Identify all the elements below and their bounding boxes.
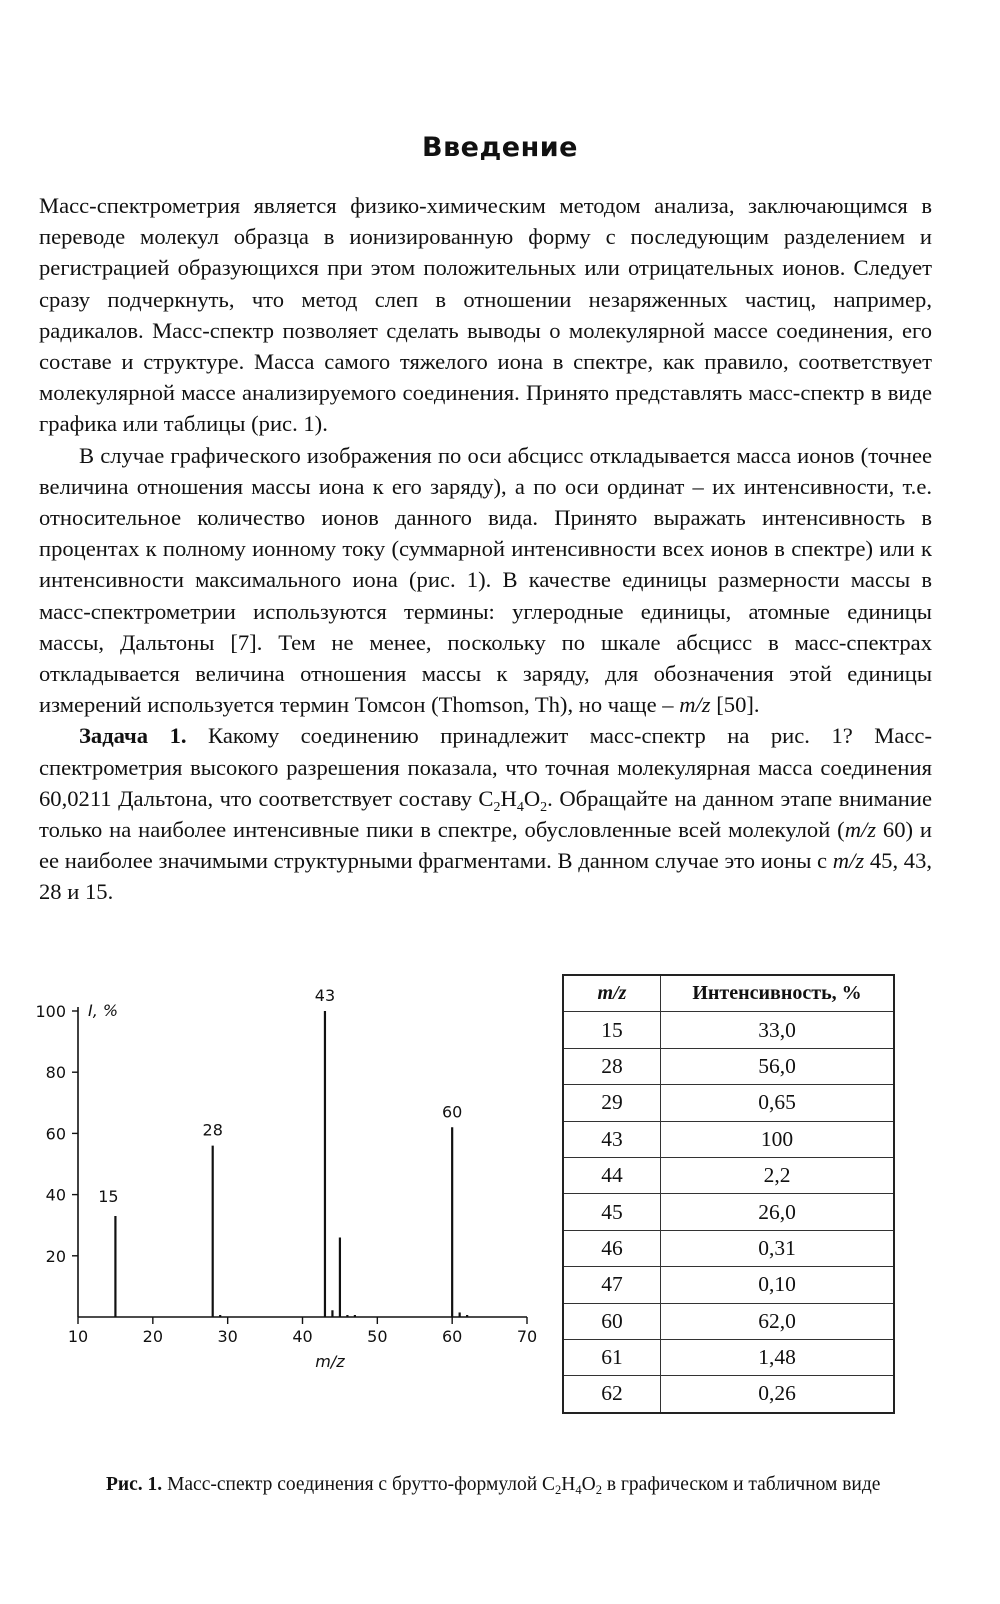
intensity-table	[562, 974, 895, 1414]
col-header-intensity: Интенсивность, %	[661, 975, 895, 1012]
cell-mz: 29	[563, 1085, 661, 1121]
y-axis-label: I, %	[88, 1001, 119, 1020]
figure-caption	[106, 1472, 936, 1497]
cell-intensity: 0,65	[661, 1085, 895, 1121]
peak-label: 15	[98, 1187, 119, 1207]
y-tick-label: 100	[35, 1002, 66, 1021]
x-tick-label: 10	[67, 1327, 89, 1346]
cell-intensity: 33,0	[661, 1012, 895, 1048]
table-row	[563, 1012, 894, 1048]
table-row	[563, 1230, 894, 1266]
x-tick-label: 40	[292, 1327, 313, 1346]
paragraph-3-text-d: 45, 43, 28 и 15.	[39, 848, 933, 905]
formula-o: O	[523, 785, 541, 811]
x-tick-label: 70	[516, 1327, 538, 1346]
formula-sub-3: 2	[540, 799, 548, 815]
x-tick-label: 50	[367, 1327, 388, 1346]
cell-mz: 45	[563, 1194, 661, 1230]
cell-mz: 43	[563, 1121, 661, 1157]
formula-sub-2: 4	[516, 799, 524, 815]
cell-mz: 62	[563, 1376, 661, 1413]
paragraph-3-text-b: . Обращайте на данном этапе внимание только на наиболее интенсивные пики в спектре, обусловленные всей молекулой (	[39, 785, 932, 843]
caption-text-b: в графическом и табличном виде	[601, 1474, 881, 1495]
table-row	[563, 1157, 894, 1193]
table-row	[563, 1303, 894, 1339]
cell-mz: 28	[563, 1048, 661, 1084]
table-row	[563, 1339, 894, 1375]
caption-sub-3: 2	[595, 1483, 602, 1497]
paragraph-3-text-a: Какому соединению принадлежит масс-спектр на рис. 1? Масс-спектрометрия высокого разрешения показала, что точная молекулярная масса соединения 60,0211 Дальтона, что соответствует составу C	[39, 723, 932, 811]
mz-italic: m/z	[844, 817, 877, 843]
paragraph-3	[39, 720, 932, 907]
table-row	[563, 1267, 894, 1303]
table-row	[563, 1085, 894, 1121]
caption-label: Рис. 1.	[106, 1474, 163, 1495]
paragraph-2-text-b: [50].	[710, 692, 760, 718]
x-tick-label: 30	[217, 1327, 238, 1346]
body-text	[39, 190, 932, 908]
formula-h: H	[500, 785, 517, 811]
cell-intensity: 56,0	[661, 1048, 895, 1084]
cell-mz: 46	[563, 1230, 661, 1266]
cell-mz: 47	[563, 1267, 661, 1303]
cell-intensity: 100	[661, 1121, 895, 1157]
caption-h: H	[561, 1474, 576, 1495]
col-header-mz	[563, 975, 661, 1012]
peak-label: 60	[441, 1102, 463, 1122]
paragraph-2	[39, 440, 932, 721]
table-row	[563, 1376, 894, 1413]
paragraph-3-text-c: 60) и ее наиболее значимыми структурными фрагментами. В данном случае это ионы с	[39, 817, 932, 874]
formula-sub-1: 2	[493, 799, 501, 815]
cell-intensity: 0,26	[661, 1376, 895, 1413]
table-row	[563, 1048, 894, 1084]
cell-mz: 61	[563, 1339, 661, 1375]
peak-label: 43	[314, 986, 336, 1005]
y-tick-label: 60	[45, 1124, 66, 1144]
cell-intensity: 2,2	[661, 1157, 895, 1193]
mz-italic: m/z	[679, 692, 711, 718]
cell-mz: 44	[563, 1157, 661, 1193]
cell-intensity: 0,10	[661, 1267, 895, 1303]
x-tick-label: 60	[441, 1327, 463, 1346]
y-tick-label: 40	[45, 1185, 66, 1205]
y-tick-label: 20	[45, 1246, 66, 1266]
cell-mz: 60	[563, 1303, 661, 1339]
mz-italic: m/z	[832, 848, 865, 874]
paragraph-1	[39, 190, 932, 440]
x-axis-label: m/z	[315, 1352, 345, 1371]
caption-sub-2: 4	[575, 1483, 582, 1497]
task-label: Задача 1.	[79, 723, 187, 749]
cell-intensity: 26,0	[661, 1194, 895, 1230]
paragraph-2-text-a: В случае графического изображения по оси абсцисс откладывается масса ионов (точнее величина отношения массы иона к его заряду), а по оси ординат – их интенсивности, т.е. относительное количество ионов данного вида. Принято выражать интенсивность в процентах к полному ионному току (суммарной интенсивности всех ионов в спектре) или к интенсивности максимального иона (рис. 1). В качестве единицы размерности массы в масс-спектрометрии используются термины: углеродные единицы, атомные единицы массы, Дальтоны [7]. Тем не менее, поскольку по шкале абсцисс в масс-спектрах откладывается величина отношения массы к заряду, для обозначения этой единицы измерений используется термин Томсон (Thomson, Th), но чаще –	[39, 442, 932, 718]
y-tick-label: 80	[45, 1063, 66, 1083]
col-header-mz-text: m/z	[597, 982, 627, 1005]
caption-sub-1: 2	[555, 1483, 562, 1497]
cell-mz: 15	[563, 1012, 661, 1048]
cell-intensity: 0,31	[661, 1230, 895, 1266]
mass-spectrum-chart	[30, 975, 560, 1395]
peak-label: 28	[202, 1120, 223, 1140]
caption-o: O	[581, 1474, 596, 1495]
cell-intensity: 1,48	[661, 1339, 895, 1375]
caption-text-a: Масс-спектр соединения с брутто-формулой C	[162, 1474, 556, 1495]
cell-intensity: 62,0	[661, 1303, 895, 1339]
paragraph-1-text: Масс-спектрометрия является физико-химическим методом анализа, заключающимся в переводе молекул образца в ионизированную форму с последующим разделением и регистрацией образующихся при этом положительных или отрицательных ионов. Следует сразу подчеркнуть, что метод слеп в отношении незаряженных частиц, например, радикалов. Масс-спектр позволяет сделать выводы о молекулярной массе соединения, его составе и структуре. Масса самого тяжелого иона в спектре, как правило, соответствует молекулярной массе анализируемого соединения. Принято представлять масс-спектр в виде графика или таблицы (рис. 1).	[39, 193, 932, 437]
table-row	[563, 1121, 894, 1157]
x-tick-label: 20	[142, 1327, 164, 1346]
table-header-row	[563, 975, 894, 1012]
table-row	[563, 1194, 894, 1230]
section-title: Введение	[422, 132, 578, 163]
